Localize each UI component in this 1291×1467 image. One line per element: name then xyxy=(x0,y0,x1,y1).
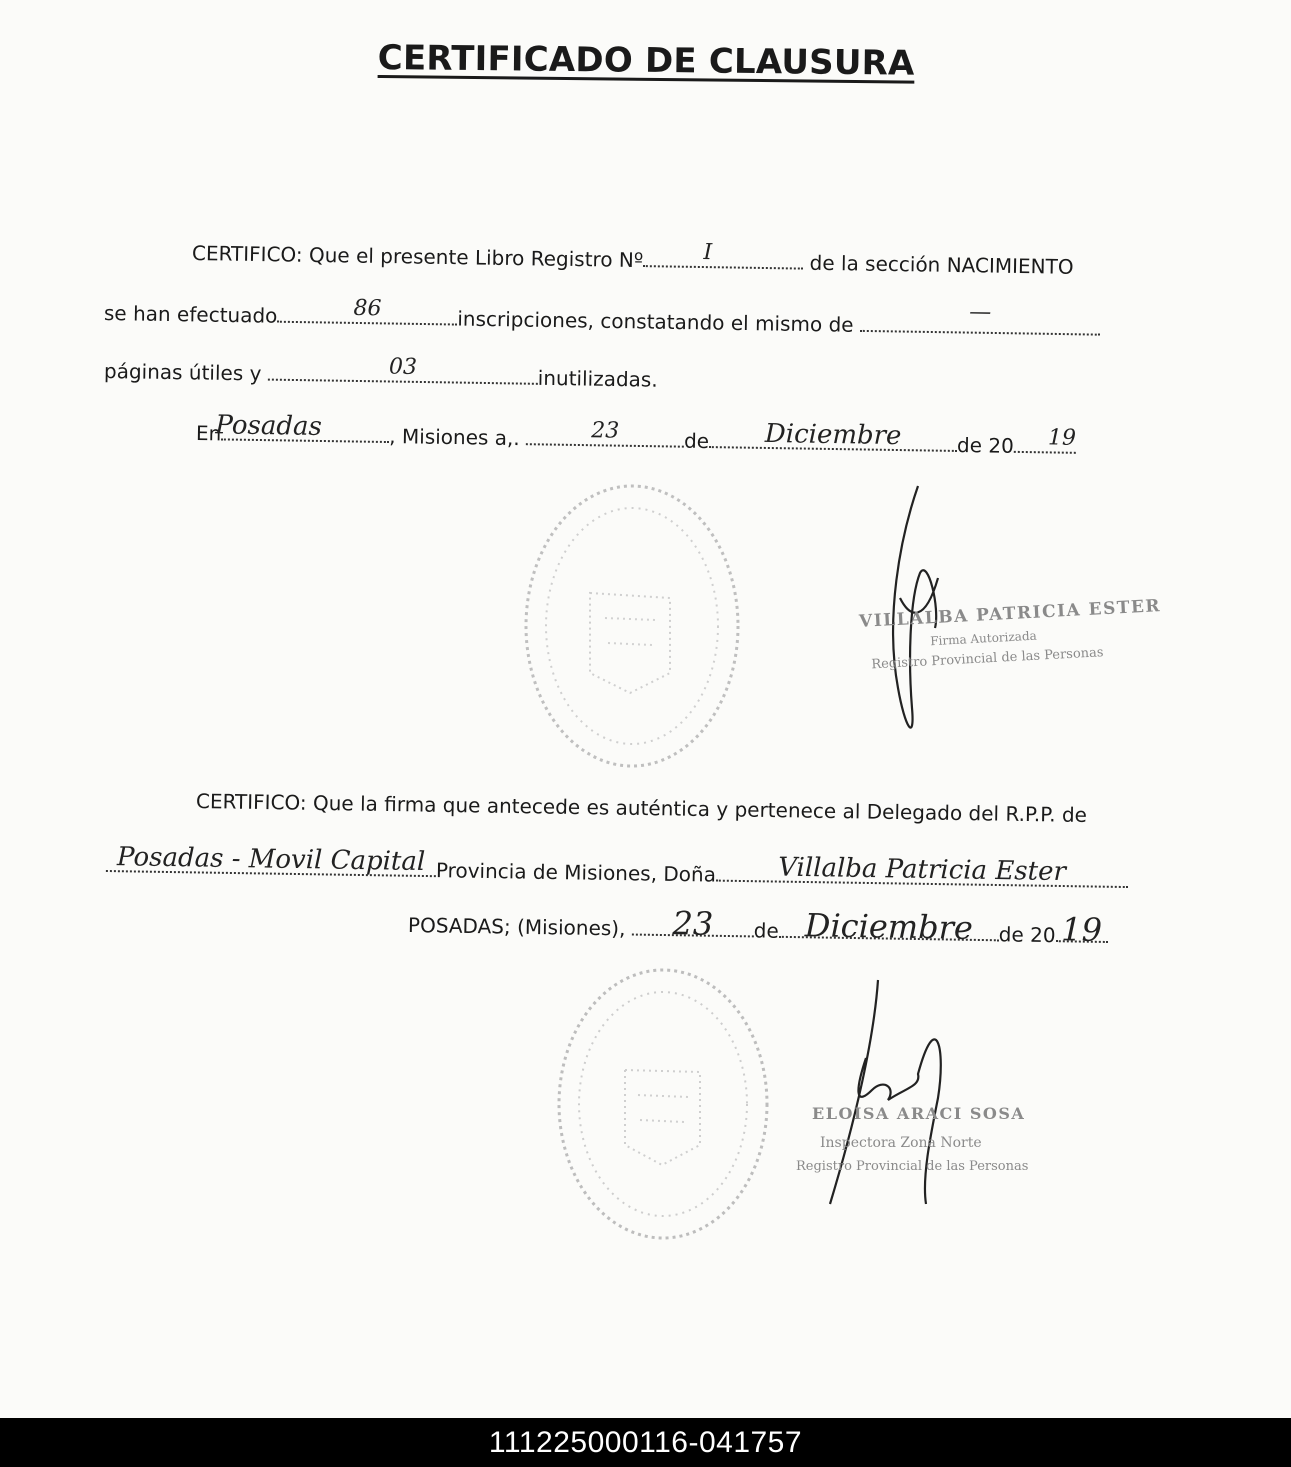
paginas-field xyxy=(860,299,1100,336)
cert2-anio-field xyxy=(1055,910,1107,949)
cert1-text: inutilizadas. xyxy=(537,365,658,392)
cert1-line2 xyxy=(103,295,1100,342)
anio-value: 19 xyxy=(1047,425,1077,451)
cert1-text: , Misiones a,. xyxy=(389,424,520,451)
cert1-line1 xyxy=(192,240,1074,280)
inutilizadas-value: 03 xyxy=(388,354,418,380)
cert2-mes-field xyxy=(779,906,999,947)
cert2-lugar-field xyxy=(106,842,436,878)
lugar-field xyxy=(215,410,389,443)
mes-field xyxy=(709,418,957,452)
signature1-name: VILLALBA PATRICIA ESTER xyxy=(858,596,1162,632)
signature2-block xyxy=(796,1104,1028,1174)
cert1-line3 xyxy=(103,354,658,393)
cert2-line1 xyxy=(196,788,1087,828)
cert1-text: se han efectuado xyxy=(103,301,278,328)
cert1-text: inscripciones, constatando el mismo de xyxy=(457,306,854,337)
cert1-text: En xyxy=(195,421,222,446)
libro-number-field xyxy=(643,240,803,270)
cert1-text: páginas útiles y xyxy=(103,359,262,386)
inscripciones-value: 86 xyxy=(353,295,382,322)
paginas-value: — xyxy=(968,299,992,325)
document-id-strip: 111225000116-041757 xyxy=(0,1418,1291,1467)
inscripciones-field xyxy=(277,295,457,326)
cert2-line3 xyxy=(407,904,1108,949)
mes-value: Diciembre xyxy=(764,418,902,452)
cert2-anio-value: 19 xyxy=(1060,910,1103,949)
signature1-office: Registro Provincial de las Personas xyxy=(871,645,1104,673)
cert1-text: CERTIFICO: Que el presente Libro Registro Nº xyxy=(191,241,644,273)
signature2-name: ELOISA ARACI SOSA xyxy=(812,1104,1026,1123)
signature2-role: Inspectora Zona Norte xyxy=(820,1135,982,1151)
cert1-text: de la sección NACIMIENTO xyxy=(809,250,1074,279)
cert1-text: de 20 xyxy=(956,432,1015,458)
cert2-line2 xyxy=(106,842,1128,894)
official-seal-1 xyxy=(520,478,750,778)
cert1-text: de xyxy=(683,428,710,454)
document-title: CERTIFICADO DE CLAUSURA xyxy=(377,38,915,84)
signature1-role: Firma Autorizada xyxy=(929,628,1038,649)
cert2-text: de xyxy=(753,918,779,943)
cert2-nombre-field xyxy=(716,852,1128,888)
cert2-dia-value: 23 xyxy=(672,904,714,943)
cert2-mes-value: Diciembre xyxy=(804,906,974,947)
dia-field xyxy=(526,418,684,447)
cert1-line4 xyxy=(195,410,1077,460)
cert2-text: de 20 xyxy=(998,922,1056,948)
cert2-text: CERTIFICO: Que la firma que antecede es auténtica y pertenece al Delegado del R.P.P. de xyxy=(195,789,1088,827)
lugar-value: Posadas xyxy=(215,410,323,442)
signature2-office: Registro Provincial de las Personas xyxy=(796,1159,1029,1174)
inutilizadas-field xyxy=(268,354,538,385)
cert2-lugar-value: Posadas - Movil Capital xyxy=(116,842,426,878)
cert2-dia-field xyxy=(632,904,754,943)
dia-value: 23 xyxy=(591,418,620,444)
anio-field xyxy=(1014,425,1077,454)
cert2-text: Provincia de Misiones, Doña xyxy=(435,858,717,887)
cert2-nombre-value: Villalba Patricia Ester xyxy=(777,852,1067,888)
cert2-text: POSADAS; (Misiones), xyxy=(407,913,626,941)
official-seal-2 xyxy=(550,960,780,1250)
libro-number-value: I xyxy=(703,240,713,266)
